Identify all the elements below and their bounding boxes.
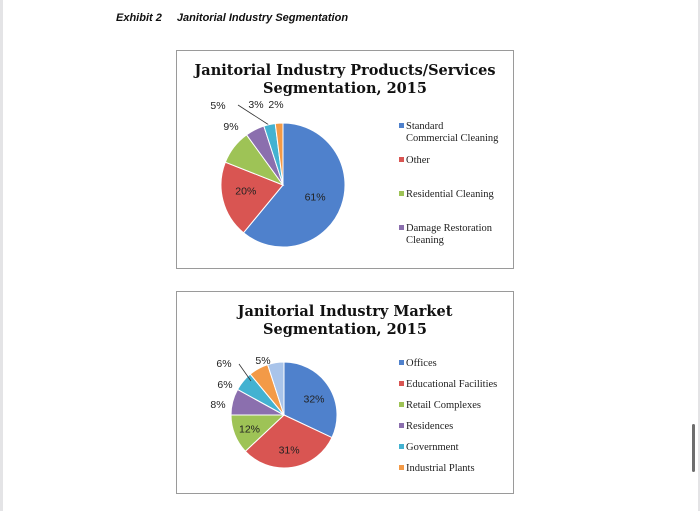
pie-data-label: 9%: [223, 121, 239, 133]
exhibit-heading: [116, 12, 348, 24]
legend-item-educational-facilities: [399, 379, 497, 391]
legend-item-other: [399, 155, 430, 167]
legend-label: Residences: [406, 421, 454, 432]
chart-title-line-2: Segmentation, 2015: [263, 80, 427, 97]
legend-item-residential-cleaning: [399, 189, 494, 201]
scrollbar-thumb[interactable]: [692, 424, 695, 472]
chart-title-line-2: Segmentation, 2015: [263, 321, 427, 338]
legend-item-standard-commercial-cleaning: [399, 121, 498, 145]
legend-label: Commercial Cleaning: [406, 133, 499, 144]
legend-label: Other: [406, 155, 430, 166]
legend-swatch: [399, 225, 404, 230]
legend-label: Damage Restoration: [406, 223, 493, 234]
products-services-legend: [399, 121, 514, 261]
legend-label: Residential Cleaning: [406, 189, 494, 200]
pie-data-label: 5%: [255, 355, 271, 367]
market-chart-panel: [176, 291, 514, 494]
legend-label: Offices: [406, 358, 437, 369]
legend-swatch: [399, 465, 404, 470]
legend-swatch: [399, 360, 404, 365]
legend-item-retail-complexes: [399, 400, 481, 412]
pie-data-label: 5%: [210, 100, 226, 112]
legend-item-residences: [399, 421, 453, 433]
pie-data-label: 20%: [235, 185, 257, 198]
legend-label: Standard: [406, 121, 444, 132]
pie-data-label: 12%: [238, 423, 261, 436]
legend-label: Retail Complexes: [406, 400, 481, 411]
products-services-chart-panel: [176, 50, 514, 269]
legend-label: Industrial Plants: [406, 463, 475, 474]
legend-swatch: [399, 381, 404, 386]
legend-swatch: [399, 402, 404, 407]
exhibit-title: Janitorial Industry Segmentation: [176, 12, 349, 24]
legend-swatch: [399, 157, 404, 162]
pie-data-label: 6%: [216, 358, 232, 370]
legend-swatch: [399, 123, 404, 128]
chart-title-line-1: Janitorial Industry Products/Services: [194, 62, 496, 79]
legend-item-offices: [399, 358, 437, 370]
legend-item-government: [399, 442, 459, 454]
legend-label: Government: [406, 442, 459, 453]
pie-data-label: 8%: [210, 399, 226, 411]
legend-item-damage-restoration-cleaning: [399, 223, 492, 247]
market-legend: [399, 358, 514, 488]
pie-data-label: 32%: [303, 393, 325, 406]
pie-data-label: 6%: [217, 379, 233, 391]
pie-data-label: 31%: [278, 444, 300, 457]
legend-swatch: [399, 191, 404, 196]
pie-data-label: 2%: [268, 99, 284, 111]
pie-data-label: 3%: [248, 99, 264, 111]
chart-title-line-1: Janitorial Industry Market: [237, 303, 453, 320]
pie-data-label: 61%: [304, 191, 326, 204]
exhibit-number: Exhibit 2: [116, 12, 162, 24]
legend-label: Cleaning: [406, 235, 444, 246]
page-edge-left: [0, 0, 3, 511]
legend-swatch: [399, 444, 404, 449]
legend-swatch: [399, 423, 404, 428]
legend-label: Educational Facilities: [406, 379, 498, 390]
legend-item-industrial-plants: [399, 463, 475, 475]
